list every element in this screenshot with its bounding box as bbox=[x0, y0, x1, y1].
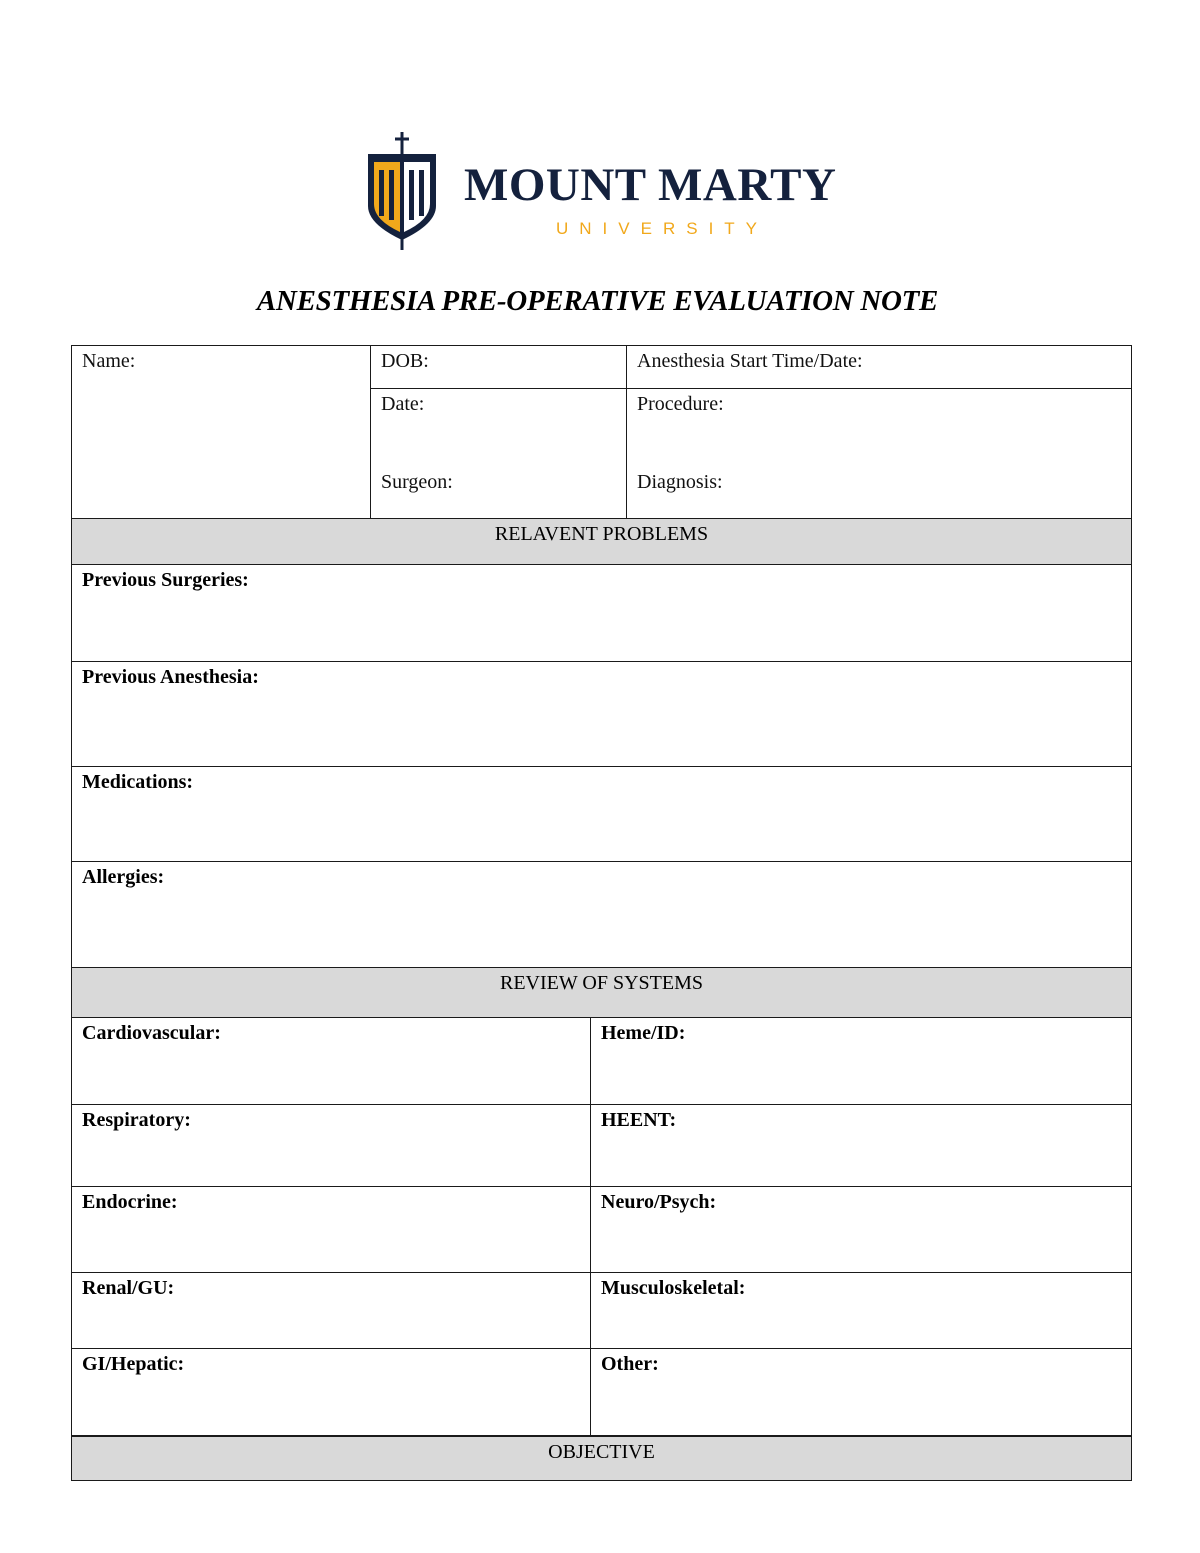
respiratory-field[interactable] bbox=[72, 1105, 591, 1187]
previous-anesthesia-label: Previous Anesthesia: bbox=[82, 666, 259, 688]
respiratory-label: Respiratory: bbox=[82, 1109, 191, 1131]
dob-label: DOB: bbox=[381, 350, 429, 372]
relevant-problems-heading bbox=[72, 519, 1132, 565]
logo-subtitle: UNIVERSITY bbox=[556, 219, 769, 238]
other-field[interactable] bbox=[591, 1349, 1132, 1436]
university-logo bbox=[362, 132, 842, 252]
endocrine-label: Endocrine: bbox=[82, 1191, 178, 1213]
previous-surgeries-label: Previous Surgeries: bbox=[82, 569, 249, 591]
review-of-systems-title: REVIEW OF SYSTEMS bbox=[500, 972, 703, 994]
date-surgeon-field[interactable] bbox=[371, 389, 627, 519]
other-label: Other: bbox=[601, 1353, 659, 1375]
medications-label: Medications: bbox=[82, 771, 194, 793]
endocrine-field[interactable] bbox=[72, 1187, 591, 1273]
previous-anesthesia-field[interactable] bbox=[72, 662, 1132, 767]
heme-field[interactable] bbox=[591, 1018, 1132, 1105]
procedure-label: Procedure: bbox=[637, 393, 724, 415]
name-label: Name: bbox=[82, 350, 136, 372]
objective-title: OBJECTIVE bbox=[548, 1440, 655, 1463]
cardiovascular-label: Cardiovascular: bbox=[82, 1022, 221, 1044]
review-of-systems-heading bbox=[72, 968, 1132, 1018]
heent-label: HEENT: bbox=[601, 1109, 677, 1131]
gi-label: GI/Hepatic: bbox=[82, 1353, 185, 1375]
allergies-field[interactable] bbox=[72, 862, 1132, 968]
anesthesia-start-field[interactable] bbox=[627, 346, 1132, 389]
allergies-label: Allergies: bbox=[82, 866, 165, 888]
anesthesia-start-label: Anesthesia Start Time/Date: bbox=[637, 350, 863, 372]
document-title: ANESTHESIA PRE-OPERATIVE EVALUATION NOTE bbox=[256, 285, 939, 317]
neuro-field[interactable] bbox=[591, 1187, 1132, 1273]
evaluation-form bbox=[71, 345, 1132, 1481]
dob-field[interactable] bbox=[371, 346, 627, 389]
previous-surgeries-field[interactable] bbox=[72, 565, 1132, 662]
gi-field[interactable] bbox=[72, 1349, 591, 1436]
medications-field[interactable] bbox=[72, 767, 1132, 862]
logo-wordmark: MOUNT MARTY bbox=[464, 159, 837, 211]
cardiovascular-field[interactable] bbox=[72, 1018, 591, 1105]
shield-crest-icon bbox=[362, 132, 442, 252]
musculoskeletal-field[interactable] bbox=[591, 1273, 1132, 1349]
diagnosis-label: Diagnosis: bbox=[637, 471, 723, 493]
renal-field[interactable] bbox=[72, 1273, 591, 1349]
heme-label: Heme/ID: bbox=[601, 1022, 686, 1044]
name-field[interactable] bbox=[72, 346, 371, 519]
relevant-problems-title: RELAVENT PROBLEMS bbox=[494, 523, 709, 545]
procedure-diagnosis-field[interactable] bbox=[627, 389, 1132, 519]
surgeon-label: Surgeon: bbox=[381, 471, 453, 493]
heent-field[interactable] bbox=[591, 1105, 1132, 1187]
date-label: Date: bbox=[381, 393, 425, 415]
renal-label: Renal/GU: bbox=[82, 1277, 175, 1299]
neuro-label: Neuro/Psych: bbox=[601, 1191, 717, 1213]
musculoskeletal-label: Musculoskeletal: bbox=[601, 1277, 746, 1299]
objective-heading bbox=[72, 1436, 1132, 1481]
